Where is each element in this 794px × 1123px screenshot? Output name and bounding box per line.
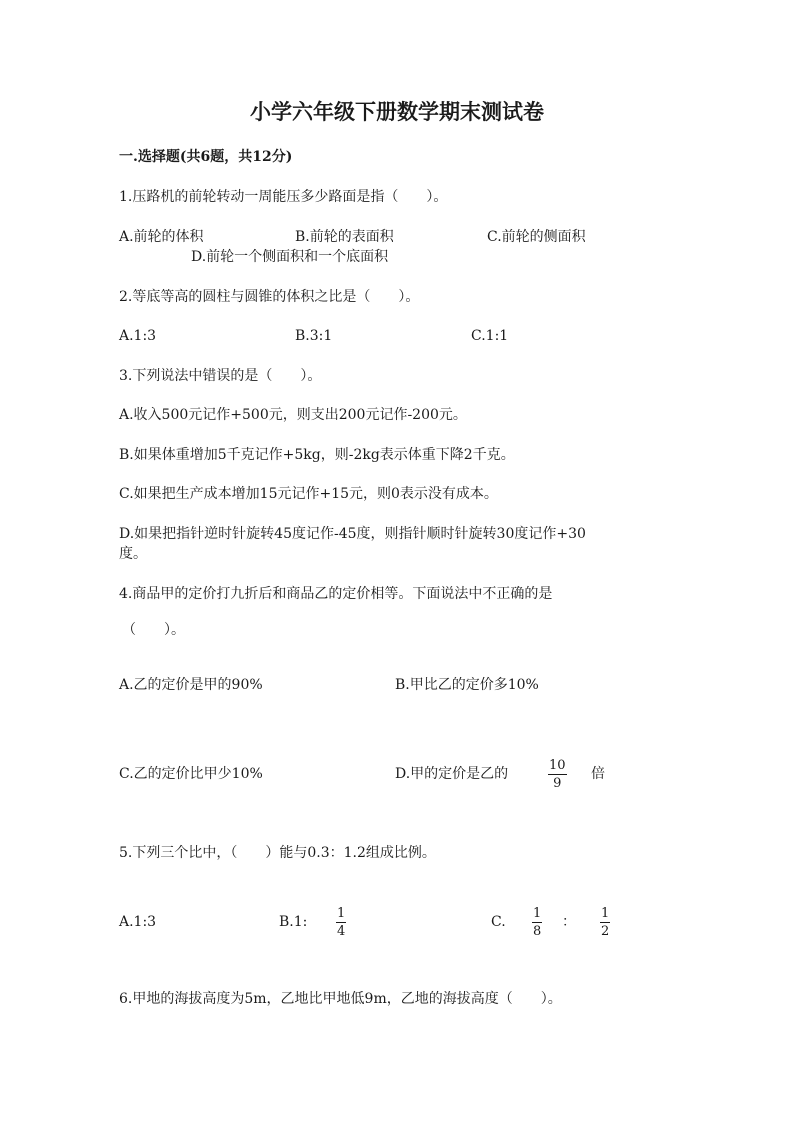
section-heading: 一.选择题(共6题，共12分)	[119, 149, 293, 165]
question-2-stem: 2.等底等高的圆柱与圆锥的体积之比是（ ）。	[119, 289, 420, 305]
question-3-option-a: A.收入500元记作+500元，则支出200元记作-200元。	[119, 407, 467, 423]
fraction-denominator: 9	[553, 776, 562, 791]
question-4-option-c: C.乙的定价比甲少10%	[119, 766, 263, 782]
question-2-option-a: A.1:3	[119, 328, 157, 344]
fraction-bar	[532, 922, 542, 923]
question-1-option-c: C.前轮的侧面积	[487, 229, 586, 245]
question-4-option-b: B.甲比乙的定价多10%	[395, 677, 539, 693]
question-5-stem: 5.下列三个比中，（ ）能与0.3：1.2组成比例。	[119, 845, 436, 861]
fraction-bar	[548, 774, 567, 775]
question-4-option-a: A.乙的定价是甲的90%	[119, 677, 263, 693]
question-1-option-b: B.前轮的表面积	[295, 229, 394, 245]
fraction-denominator: 2	[601, 924, 610, 939]
question-3-option-c: C.如果把生产成本增加15元记作+15元，则0表示没有成本。	[119, 486, 498, 502]
question-3-option-d-line1: D.如果把指针逆时针旋转45度记作-45度，则指针顺时针旋转30度记作+30	[119, 526, 586, 542]
question-6-stem: 6.甲地的海拔高度为5m，乙地比甲地低9m，乙地的海拔高度（ ）。	[119, 991, 562, 1007]
question-3-option-b: B.如果体重增加5千克记作+5kg，则-2kg表示体重下降2千克。	[119, 447, 515, 463]
question-1-option-d: D.前轮一个侧面积和一个底面积	[191, 249, 389, 265]
question-4-stem-line1: 4.商品甲的定价打九折后和商品乙的定价相等。下面说法中不正确的是	[119, 586, 553, 602]
fraction-bar	[336, 922, 346, 923]
question-5-option-c-fraction-1	[532, 906, 542, 939]
fraction-denominator: 4	[337, 924, 346, 939]
fraction-numerator: 1	[533, 906, 542, 921]
fraction-numerator: 10	[549, 758, 566, 773]
question-2-option-c: C.1:1	[471, 328, 509, 344]
question-3-stem: 3.下列说法中错误的是（ ）。	[119, 368, 322, 384]
question-5-option-c-colon: ：	[562, 914, 576, 930]
question-4-option-d-suffix: 倍	[591, 766, 605, 782]
question-1-stem: 1.压路机的前轮转动一周能压多少路面是指（ ）。	[119, 189, 448, 205]
fraction-denominator: 8	[533, 924, 542, 939]
question-5-option-a: A.1:3	[119, 914, 157, 930]
question-4-stem-line2: （ ）。	[122, 622, 185, 638]
fraction-numerator: 1	[601, 906, 610, 921]
question-4-option-d-fraction	[548, 758, 567, 791]
question-4-option-d: D.甲的定价是乙的	[395, 766, 509, 782]
page-title: 小学六年级下册数学期末测试卷	[250, 99, 544, 124]
question-5-option-c-fraction-2	[600, 906, 610, 939]
question-3-option-d-line2: 度。	[119, 546, 147, 562]
question-5-option-b-fraction	[336, 906, 346, 939]
question-5-option-c: C.	[491, 914, 506, 930]
question-2-option-b: B.3:1	[295, 328, 333, 344]
fraction-numerator: 1	[337, 906, 346, 921]
fraction-bar	[600, 922, 610, 923]
question-5-option-b: B.1:	[279, 914, 308, 930]
question-1-option-a: A.前轮的体积	[119, 229, 204, 245]
